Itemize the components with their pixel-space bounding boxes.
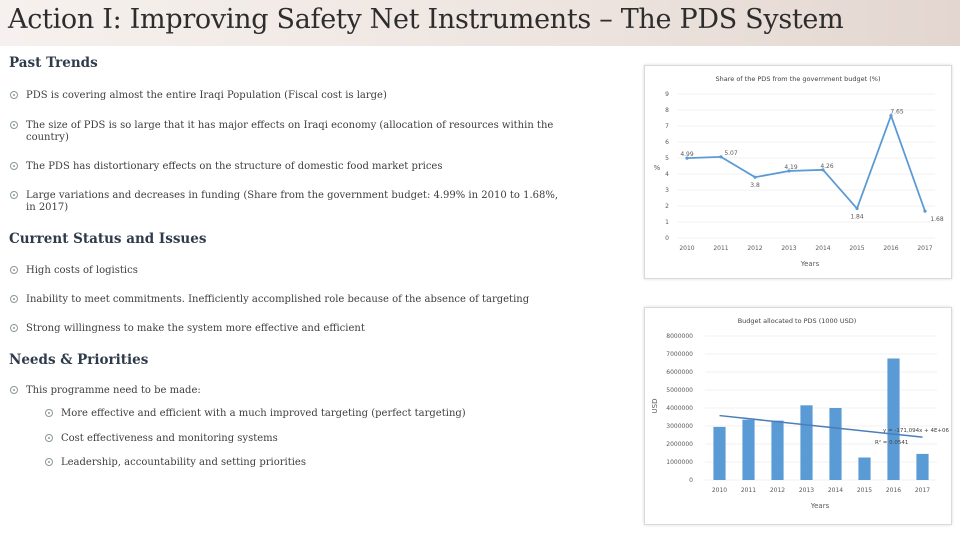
data-label: 1.84 [850, 213, 864, 221]
bar [858, 458, 870, 481]
y-tick-label: 0 [689, 477, 693, 484]
y-tick-label: 3 [665, 187, 669, 194]
data-label: 3.8 [750, 182, 760, 190]
bullet-text: More effective and efficient with a much improved targeting (perfect targeting) [61, 408, 466, 419]
bullet-text: PDS is covering almost the entire Iraqi Population (Fiscal cost is large) [26, 90, 387, 101]
bullet-icon [10, 386, 18, 394]
bullet-icon [10, 324, 18, 332]
x-tick-label: 2010 [711, 487, 728, 494]
pds-share-chart [644, 65, 952, 279]
trend-r-squared: R² = 0.0541 [875, 440, 909, 446]
x-tick-label: 2014 [815, 245, 831, 252]
trend-equation: y = -171,094x + 4E+06 [883, 428, 950, 434]
series-line [687, 116, 925, 212]
past-trends-bullet [10, 90, 570, 102]
bullet-text: Inability to meet commitments. Inefficiently accomplished role because of the absence of targeting [26, 294, 530, 305]
data-label: 7.65 [890, 108, 904, 116]
x-tick-label: 2010 [679, 245, 695, 252]
y-tick-label: 3000000 [666, 423, 693, 430]
bullet-text: Strong willingness to make the system more effective and efficient [26, 323, 365, 334]
bullet-icon [45, 434, 53, 442]
x-tick-label: 2017 [917, 245, 933, 252]
current-status-bullet [10, 323, 610, 335]
y-tick-label: 4 [665, 171, 669, 178]
bullet-icon [10, 295, 18, 303]
bullet-icon [10, 191, 18, 199]
x-tick-label: 2013 [798, 487, 815, 494]
bar [916, 454, 928, 480]
pds-budget-chart [644, 307, 952, 525]
current-status-bullet [10, 294, 610, 306]
slide-title: Action I: Improving Safety Net Instruments – The PDS System [8, 4, 844, 35]
pds-share-line-chart [645, 66, 951, 278]
bar [887, 359, 899, 481]
data-point [923, 210, 926, 213]
past-trends-bullet [10, 120, 570, 144]
x-tick-label: 2014 [827, 487, 844, 494]
y-tick-label: 5000000 [666, 387, 693, 394]
needs-heading: Needs & Priorities [9, 352, 149, 368]
data-label: 4.99 [680, 151, 694, 159]
current-status-bullet [10, 265, 610, 277]
x-tick-label: 2016 [883, 245, 899, 252]
data-point [753, 176, 756, 179]
y-tick-label: 1 [665, 219, 669, 226]
y-tick-label: 2000000 [666, 441, 693, 448]
needs-sub-bullet [45, 408, 605, 420]
needs-sub-bullet [45, 457, 605, 469]
x-tick-label: 2016 [885, 487, 902, 494]
data-point [719, 155, 722, 158]
x-tick-label: 2011 [740, 487, 757, 494]
bar [771, 421, 783, 480]
x-tick-label: 2013 [781, 245, 797, 252]
x-tick-label: 2017 [914, 487, 931, 494]
bullet-text: The size of PDS is so large that it has major effects on Iraqi economy (allocation of resources within the country) [26, 120, 554, 143]
y-tick-label: 9 [665, 91, 669, 98]
bar [829, 408, 841, 480]
y-axis-label: USD [651, 398, 659, 414]
y-tick-label: 8000000 [666, 333, 693, 340]
bullet-icon [10, 91, 18, 99]
x-tick-label: 2015 [856, 487, 873, 494]
y-tick-label: 6000000 [666, 369, 693, 376]
x-tick-label: 2012 [769, 487, 786, 494]
y-tick-label: 6 [665, 139, 669, 146]
bullet-icon [10, 162, 18, 170]
bar [713, 427, 725, 480]
x-axis-label: Years [810, 502, 830, 510]
data-label: 4.26 [820, 162, 834, 170]
y-tick-label: 7 [665, 123, 669, 130]
chart-title: Share of the PDS from the government budget (%) [715, 75, 881, 83]
data-label: 4.19 [784, 163, 798, 171]
y-axis-label: % [653, 164, 661, 172]
past-trends-heading: Past Trends [9, 55, 98, 71]
needs-bullet [10, 385, 610, 397]
chart-title: Budget allocated to PDS (1000 USD) [737, 317, 857, 325]
bullet-text: Cost effectiveness and monitoring systems [61, 433, 278, 444]
bar [742, 420, 754, 480]
y-tick-label: 4000000 [666, 405, 693, 412]
y-tick-label: 2 [665, 203, 669, 210]
pds-budget-bar-chart [645, 308, 951, 524]
bullet-text: High costs of logistics [26, 265, 138, 276]
y-tick-label: 7000000 [666, 351, 693, 358]
bullet-icon [10, 121, 18, 129]
past-trends-bullet [10, 190, 570, 214]
data-label: 1.68 [930, 216, 944, 224]
data-label: 5.07 [724, 149, 738, 157]
bar [800, 405, 812, 480]
x-tick-label: 2012 [747, 245, 763, 252]
past-trends-bullet [10, 161, 570, 173]
y-tick-label: 8 [665, 107, 669, 114]
bullet-text: The PDS has distortionary effects on the structure of domestic food market prices [26, 161, 443, 172]
data-point [855, 207, 858, 210]
y-tick-label: 1000000 [666, 459, 693, 466]
bullet-icon [10, 266, 18, 274]
bullet-text: This programme need to be made: [26, 385, 201, 396]
bullet-icon [45, 458, 53, 466]
x-axis-label: Years [800, 260, 820, 268]
x-tick-label: 2015 [849, 245, 865, 252]
bullet-icon [45, 409, 53, 417]
bullet-text: Leadership, accountability and setting priorities [61, 457, 306, 468]
needs-sub-bullet [45, 433, 605, 445]
y-tick-label: 5 [665, 155, 669, 162]
y-tick-label: 0 [665, 235, 669, 242]
bullet-text: Large variations and decreases in funding (Share from the government budget: 4.99% in 2010 to 1.68%, in 2017) [26, 190, 559, 213]
x-tick-label: 2011 [713, 245, 729, 252]
current-status-heading: Current Status and Issues [9, 231, 207, 247]
